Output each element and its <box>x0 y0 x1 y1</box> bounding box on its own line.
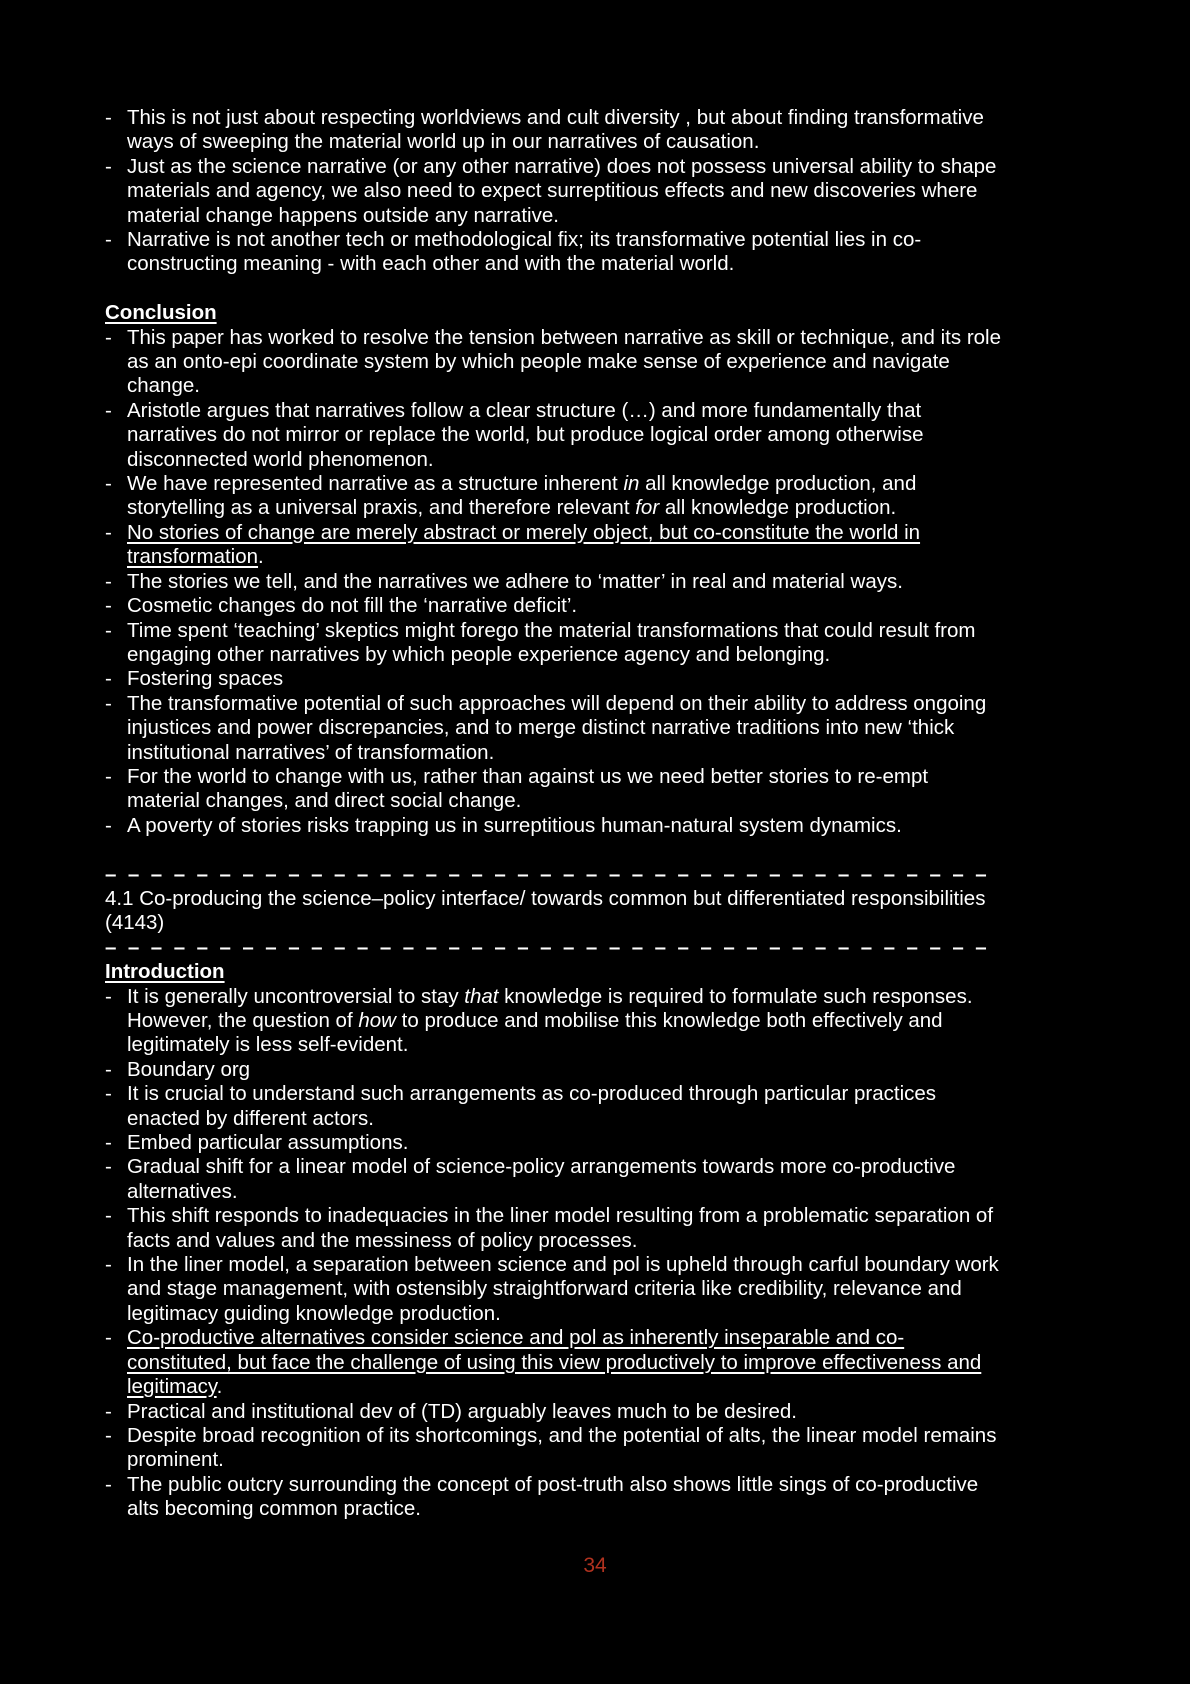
bullet-marker: - <box>105 1326 112 1350</box>
text-segment: Cosmetic changes do not fill the ‘narrative deficit’. <box>127 594 578 618</box>
bullet-item <box>105 1131 1002 1155</box>
bullet-marker: - <box>105 106 112 129</box>
bullet-marker: - <box>105 1472 112 1496</box>
bullet-marker: - <box>105 520 112 544</box>
text-segment: It is crucial to understand such arrangements as co-produced through particular practices enacted by different actors. <box>127 1082 937 1130</box>
bullet-marker: - <box>105 228 112 252</box>
bullet-text <box>127 155 1002 228</box>
bullet-text <box>127 399 1002 472</box>
bullet-item <box>105 1326 1002 1399</box>
text-segment: Just as the science narrative (or any other narrative) does not possess universal ability to shape materials and agency, we also need to expect surreptitious effects and new discoveries where material change happens outside any narrative. <box>127 154 997 227</box>
bullet-item <box>105 228 1002 277</box>
bullet-text <box>127 1155 1002 1204</box>
bullet-text <box>127 814 1002 838</box>
bullet-item <box>105 570 1002 594</box>
text-segment: No stories of change are merely abstract or merely object, but co-constitute the world in transformation <box>127 520 921 569</box>
bullet-marker: - <box>105 1399 112 1423</box>
bullet-text <box>127 619 1002 668</box>
blank-line <box>105 277 1002 301</box>
bullet-item <box>105 155 1002 228</box>
text-segment: Embed particular assumptions. <box>127 1131 409 1155</box>
bullet-text <box>127 1253 1002 1326</box>
bullet-marker: - <box>105 569 112 593</box>
bullet-item <box>105 692 1002 765</box>
text-segment: Practical and institutional dev of (TD) arguably leaves much to be desired. <box>127 1399 798 1423</box>
bullet-text <box>127 521 1002 570</box>
text-segment: all knowledge production. <box>659 496 897 520</box>
text-segment: It is generally uncontroversial to stay <box>127 984 465 1008</box>
bullet-text <box>127 1400 1002 1424</box>
bullet-text <box>127 985 1002 1058</box>
text-segment: We have represented narrative as a structure inherent <box>127 472 624 496</box>
bullet-text <box>127 765 1002 814</box>
text-segment: Aristotle argues that narratives follow a clear structure (…) and more fundamentally that narratives do not mirror or replace the world, but produce logical order among otherwise disconnected world phenomenon. <box>127 398 924 471</box>
bullet-text <box>127 472 1002 521</box>
bullet-item <box>105 472 1002 521</box>
bullet-item <box>105 1253 1002 1326</box>
text-segment: A poverty of stories risks trapping us in surreptitious human-natural system dynamics. <box>127 813 902 837</box>
text-segment: Time spent ‘teaching’ skeptics might forego the material transformations that could result from engaging other narratives by which people experience agency and belonging. <box>127 618 976 666</box>
bullet-marker: - <box>105 325 112 349</box>
bullet-text <box>127 1473 1002 1522</box>
bullet-marker: - <box>105 1131 112 1155</box>
bullet-marker: - <box>105 667 112 691</box>
text-segment: Gradual shift for a linear model of science-policy arrangements towards more co-productive alternatives. <box>127 1155 956 1203</box>
bullet-item <box>105 814 1002 838</box>
text-segment: how <box>358 1009 396 1032</box>
bullet-marker: - <box>105 472 112 496</box>
bullet-text <box>127 1131 1002 1155</box>
text-segment: This paper has worked to resolve the tension between narrative as skill or technique, and its role as an onto-epi coordinate system by which people make sense of experience and navigate change. <box>127 325 1002 398</box>
bullet-text <box>127 326 1002 399</box>
bullet-marker: - <box>105 154 112 178</box>
bullet-item <box>105 326 1002 399</box>
bullet-marker: - <box>105 1204 112 1228</box>
bullet-text <box>127 1058 1002 1082</box>
text-segment: . <box>216 1375 223 1399</box>
bullet-text <box>127 570 1002 594</box>
bullet-marker: - <box>105 1155 112 1179</box>
bullet-marker: - <box>105 594 112 618</box>
text-segment: The stories we tell, and the narratives we adhere to ‘matter’ in real and material ways. <box>127 569 903 593</box>
section-title-paragraph <box>105 887 1002 936</box>
section-divider: ––––––––––––––––––––––––––––––––––––––– <box>105 935 999 959</box>
bullet-text <box>127 1424 1002 1473</box>
bullet-marker: - <box>105 813 112 837</box>
text-segment: Despite broad recognition of its shortcomings, and the potential of alts, the linear model remains prominent. <box>127 1423 997 1472</box>
section-heading: Conclusion <box>105 301 217 325</box>
bullet-text <box>127 1326 1002 1399</box>
text-segment: knowledge is required to formulate such responses. However, the question of <box>127 984 973 1032</box>
bullet-item <box>105 521 1002 570</box>
text-segment: The transformative potential of such approaches will depend on their ability to address ongoing injustices and power discrepancies, and to merge distinct narrative traditions into new ‘thick institutional narratives’ of transformation. <box>127 691 987 764</box>
section-divider: ––––––––––––––––––––––––––––––––––––––– <box>105 862 999 886</box>
bullet-text <box>127 692 1002 765</box>
bullet-text <box>127 228 1002 277</box>
section-heading: Introduction <box>105 960 225 984</box>
text-segment: For the world to change with us, rather than against us we need better stories to re-empt material changes, and direct social change. <box>127 764 929 813</box>
text-segment: for <box>635 496 660 520</box>
bullet-marker: - <box>105 691 112 715</box>
bullet-item <box>105 765 1002 814</box>
text-segment: In the liner model, a separation between science and pol is upheld through carful boundary work and stage management, with ostensibly straightforward criteria like credibility, relevance and legitimacy guiding knowledge production. <box>127 1253 999 1325</box>
bullet-item <box>105 1424 1002 1473</box>
bullet-text <box>127 106 1002 155</box>
bullet-marker: - <box>105 1057 112 1081</box>
bullet-item <box>105 594 1002 618</box>
blank-line <box>105 838 1002 862</box>
text-segment: 4.1 Co-producing the science–policy interface/ towards common but differentiated responsibilities (4143) <box>105 886 986 935</box>
bullet-text <box>127 594 1002 618</box>
text-segment: to produce and mobilise this knowledge both effectively and legitimately is less self-evident. <box>127 1009 943 1057</box>
bullet-marker: - <box>105 618 112 642</box>
bullet-text <box>127 667 1002 691</box>
bullet-item <box>105 1155 1002 1204</box>
bullet-marker: - <box>105 1253 112 1277</box>
bullet-item <box>105 106 1002 155</box>
document-body <box>105 106 1002 1522</box>
bullet-text <box>127 1204 1002 1253</box>
text-segment: The public outcry surrounding the concept of post-truth also shows little sings of co-productive alts becoming common practice. <box>127 1472 979 1521</box>
text-segment: that <box>464 984 499 1008</box>
bullet-item <box>105 1058 1002 1082</box>
bullet-item <box>105 619 1002 668</box>
page-number: 34 <box>583 1554 607 1577</box>
bullet-marker: - <box>105 1082 112 1106</box>
text-segment: Narrative is not another tech or methodological fix; its transformative potential lies in co-constructing meaning - with each other and with the material world. <box>127 228 922 276</box>
bullet-item <box>105 667 1002 691</box>
bullet-item <box>105 985 1002 1058</box>
bullet-item <box>105 1473 1002 1522</box>
bullet-item <box>105 399 1002 472</box>
text-segment: all knowledge production, and storytelling as a universal praxis, and therefore relevant <box>127 472 917 520</box>
bullet-marker: - <box>105 1423 112 1447</box>
text-segment: in <box>623 472 640 496</box>
bullet-marker: - <box>105 984 112 1008</box>
bullet-item <box>105 1400 1002 1424</box>
text-segment: . <box>258 545 264 569</box>
bullet-marker: - <box>105 398 112 422</box>
text-segment: Co-productive alternatives consider science and pol as inherently inseparable and co-constituted, but face the challenge of using this view productively to improve effectiveness and legitimacy <box>127 1326 982 1399</box>
bullet-item <box>105 1204 1002 1253</box>
text-segment: This is not just about respecting worldviews and cult diversity , but about finding transformative ways of sweeping the material world up in our narratives of causation. <box>127 106 984 154</box>
bullet-item <box>105 1082 1002 1131</box>
text-segment: This shift responds to inadequacies in the liner model resulting from a problematic separation of facts and values and the messiness of policy processes. <box>127 1204 994 1252</box>
text-segment: Fostering spaces <box>127 667 284 691</box>
text-segment: Boundary org <box>127 1057 251 1081</box>
bullet-text <box>127 1082 1002 1131</box>
bullet-marker: - <box>105 764 112 788</box>
